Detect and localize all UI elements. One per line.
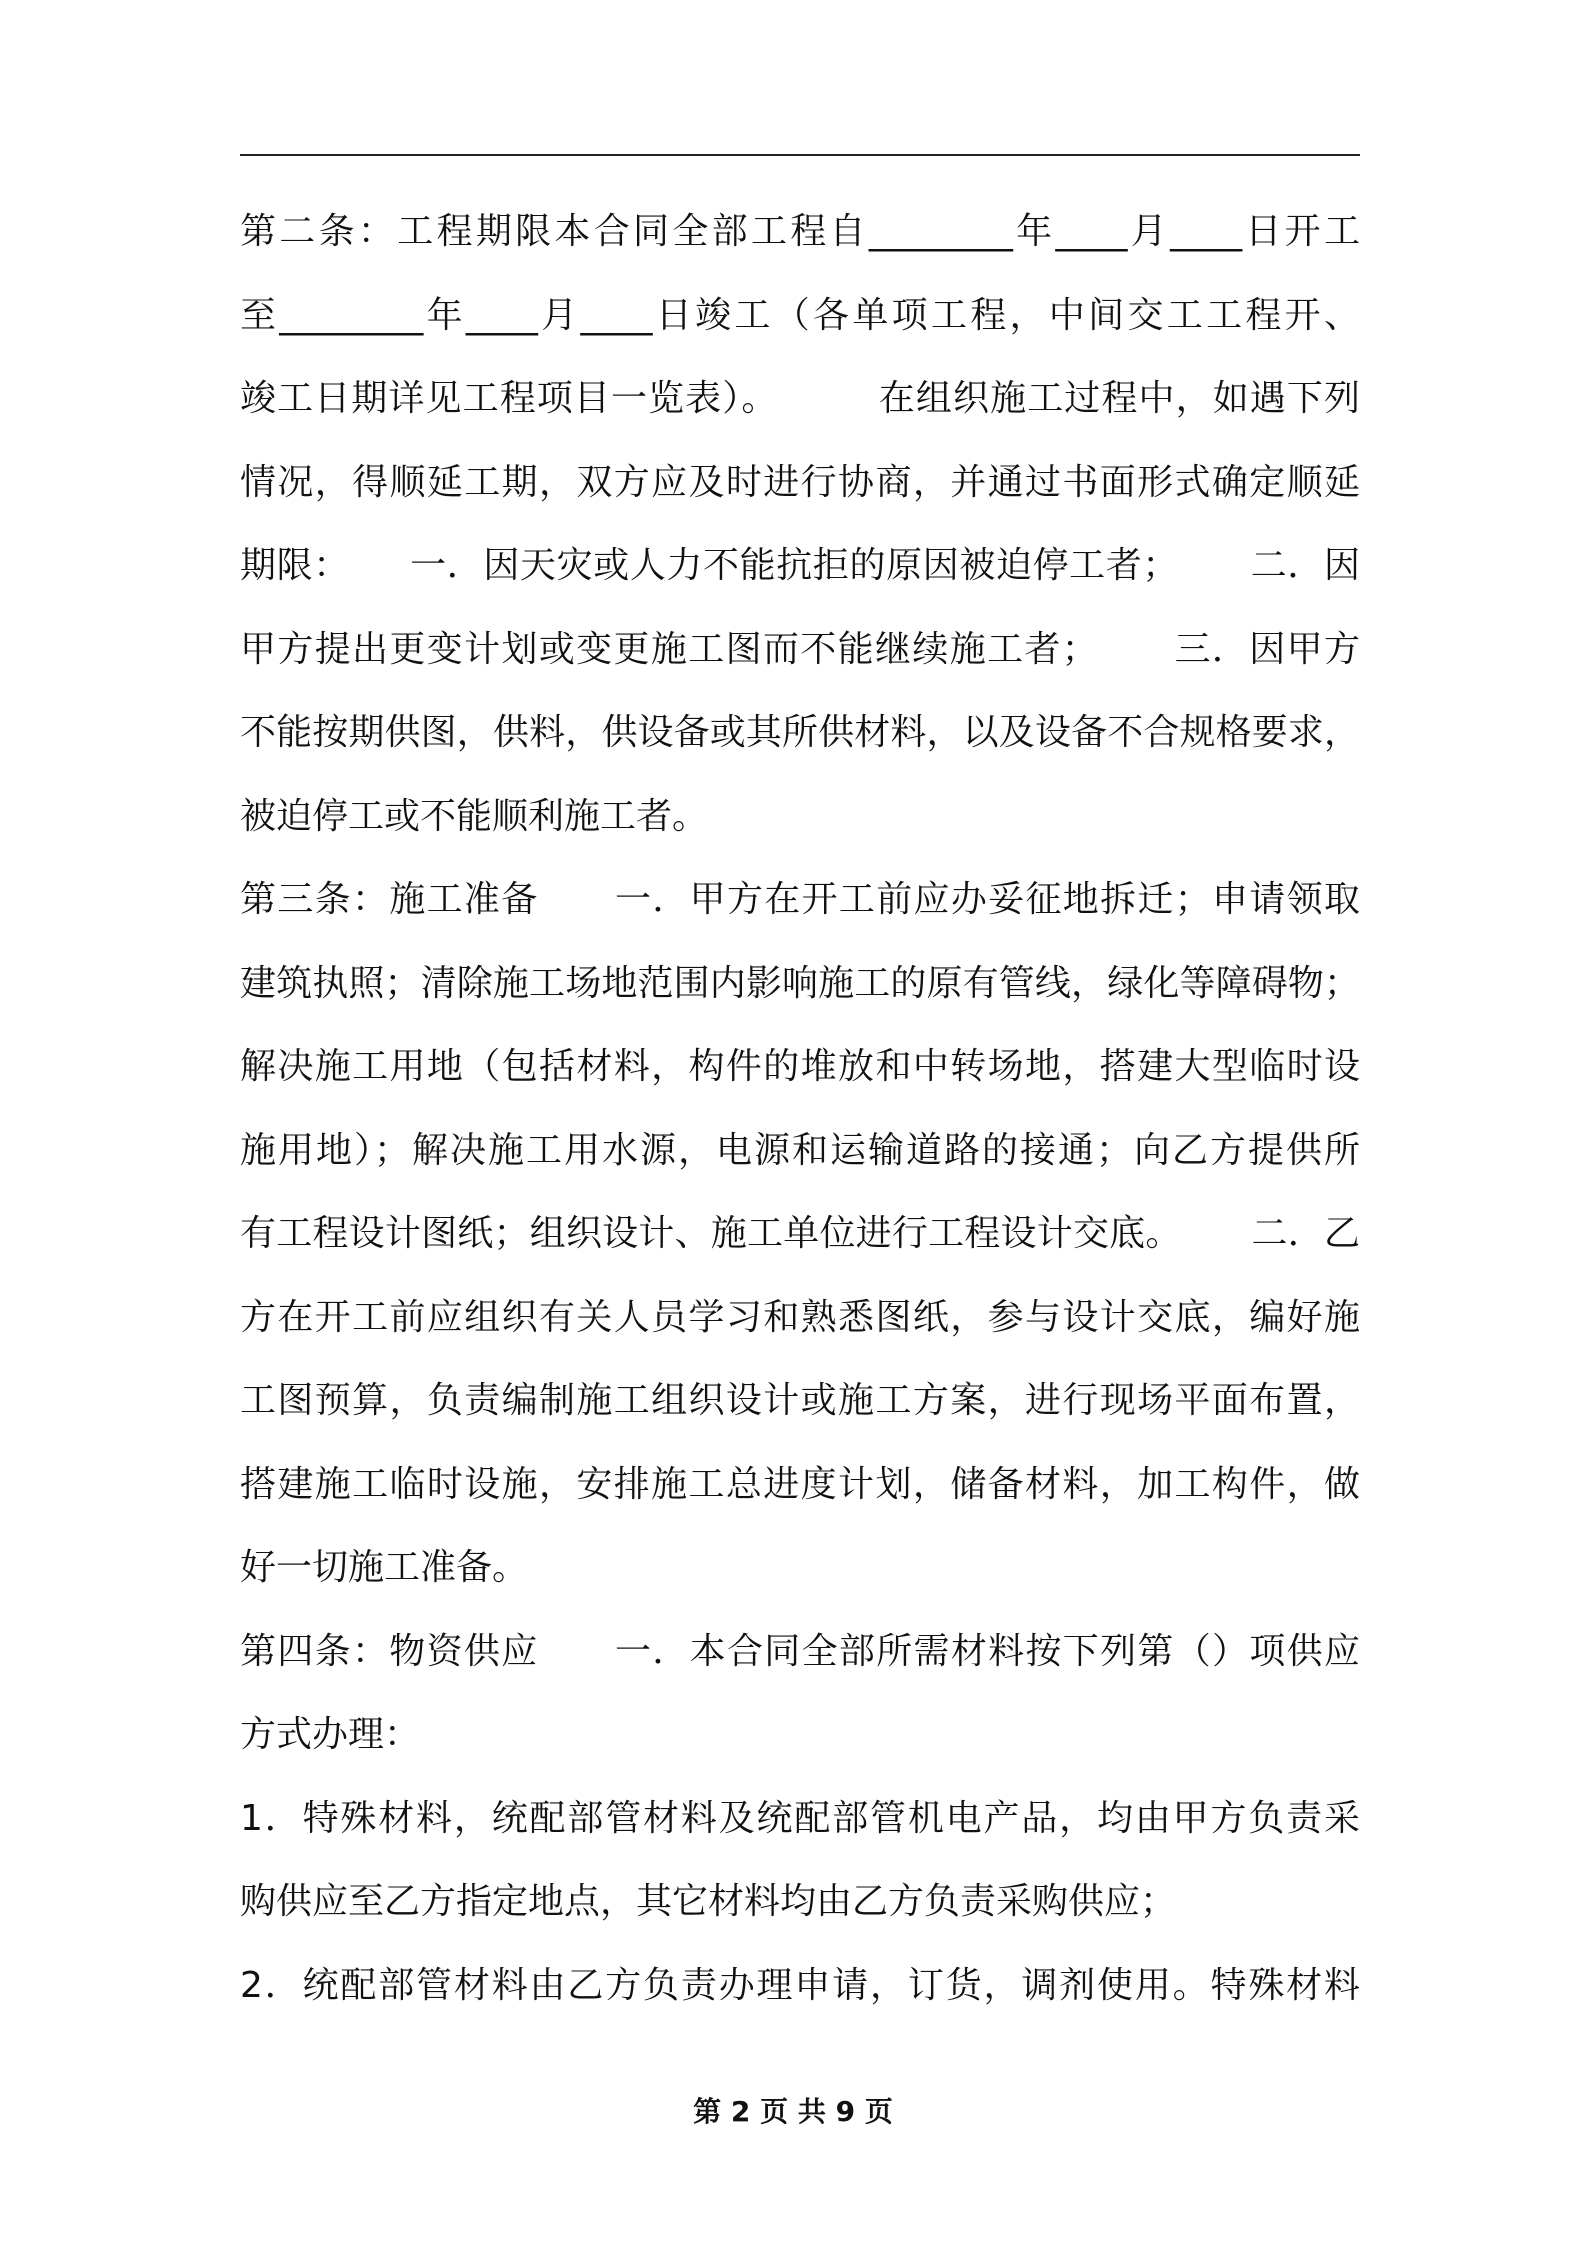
text-line: 解决施工用地（包括材料，构件的堆放和中转场地，搭建大型临时设: [240, 1046, 1360, 1087]
text-line: 至________年____月____日竣工（各单项工程，中间交工工程开、: [240, 294, 1360, 336]
contract-body: [240, 190, 1360, 2027]
text-line: 2．统配部管材料由乙方负责办理申请，订货，调剂使用。特殊材料: [240, 1964, 1360, 2006]
text-line: 第三条：施工准备 一．甲方在开工前应办妥征地拆迁；申请领取: [240, 879, 1360, 920]
text-line: 期限： 一．因天灾或人力不能抗拒的原因被迫停工者； 二．因: [240, 545, 1360, 586]
text-line: 工图预算，负责编制施工组织设计或施工方案，进行现场平面布置，: [240, 1380, 1360, 1421]
text-line: 搭建施工临时设施，安排施工总进度计划，储备材料，加工构件，做: [240, 1463, 1360, 1505]
text-line: 不能按期供图，供料，供设备或其所供材料，以及设备不合规格要求，: [240, 712, 1360, 753]
text-line: 方式办理：: [240, 1714, 421, 1755]
text-line: 方在开工前应组织有关人员学习和熟悉图纸，参与设计交底，编好施: [240, 1296, 1360, 1338]
text-line: 情况，得顺延工期，双方应及时进行协商，并通过书面形式确定顺延: [240, 461, 1360, 503]
text-line: 好一切施工准备。: [240, 1547, 529, 1588]
text-line: 甲方提出更变计划或变更施工图而不能继续施工者； 三．因甲方: [240, 628, 1360, 670]
text-line: 有工程设计图纸；组织设计、施工单位进行工程设计交底。 二．乙: [240, 1213, 1360, 1254]
text-line: 施用地）；解决施工用水源，电源和运输道路的接通；向乙方提供所: [240, 1129, 1360, 1171]
text-line: 第四条：物资供应 一．本合同全部所需材料按下列第（）项供应: [240, 1630, 1360, 1672]
header-divider: [240, 154, 1360, 156]
text-line: 被迫停工或不能顺利施工者。: [240, 795, 709, 837]
text-line: 购供应至乙方指定地点，其它材料均由乙方负责采购供应；: [240, 1881, 1177, 1922]
text-line: 第二条：工程期限本合同全部工程自________年____月____日开工: [240, 211, 1360, 252]
text-line: 竣工日期详见工程项目一览表）。 在组织施工过程中，如遇下列: [240, 378, 1360, 419]
text-line: 建筑执照；清除施工场地范围内影响施工的原有管线，绿化等障碍物；: [240, 962, 1360, 1004]
text-line: 1．特殊材料，统配部管材料及统配部管机电产品，均由甲方负责采: [240, 1797, 1360, 1839]
page-number: 第 2 页 共 9 页: [693, 2095, 893, 2128]
